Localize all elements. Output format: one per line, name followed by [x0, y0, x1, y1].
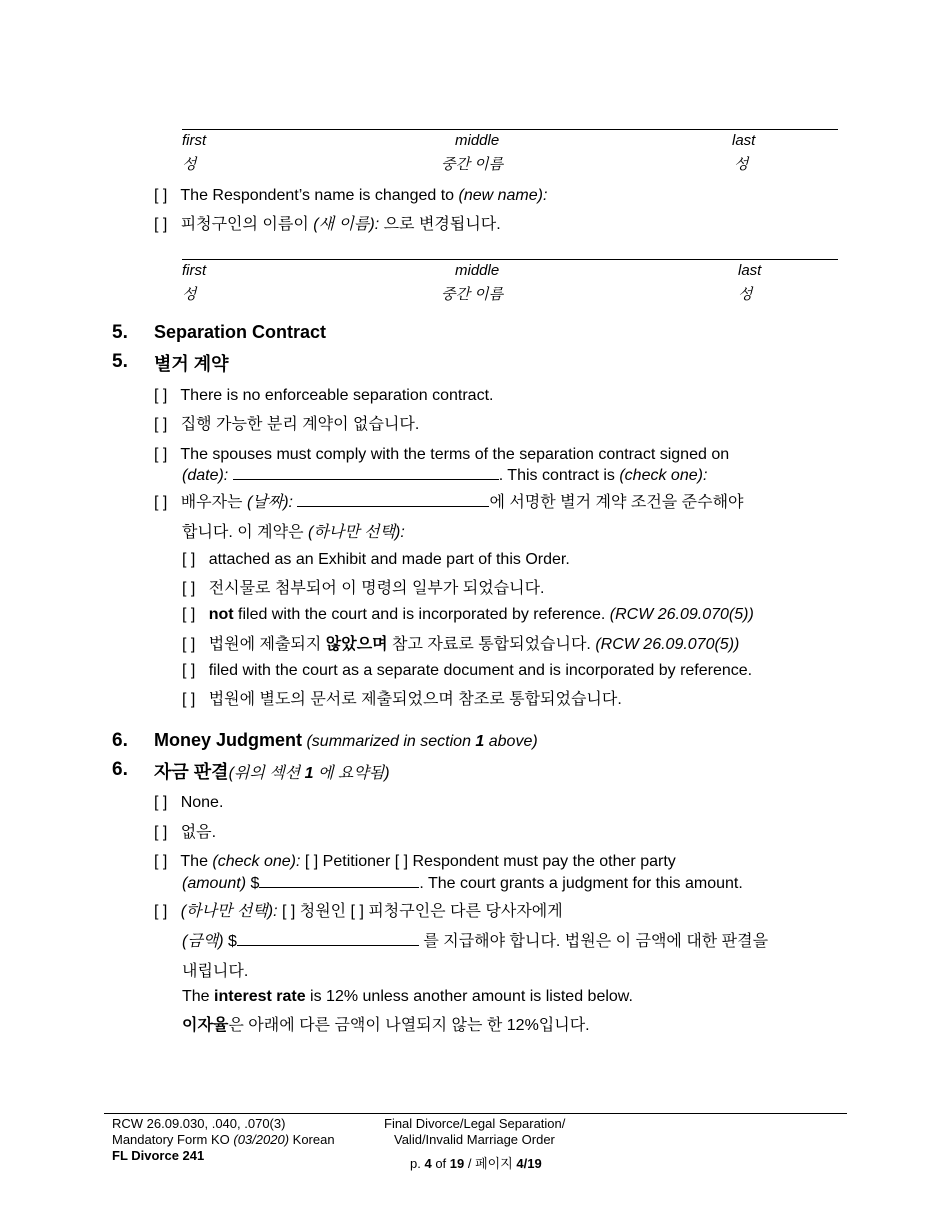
no-contract-ko-row — [154, 411, 419, 434]
pay-en-row-2 — [182, 873, 743, 893]
date-label: (date): — [182, 467, 229, 484]
section-6-note-2: above) — [484, 733, 538, 750]
pay-ko-text-3: 내립니다. — [182, 963, 249, 980]
opt-not-rcw: (RCW 26.09.070(5)) — [609, 606, 754, 623]
checkbox[interactable]: [ ] — [154, 794, 168, 811]
section-6-number-ko: 6. — [112, 759, 128, 780]
footer-page-ko: 4/19 — [516, 1156, 542, 1171]
name-change-ko-text: 피청구인의 이름이 — [180, 216, 314, 233]
date-label-ko: (날짜): — [246, 494, 293, 511]
footer-rcw: RCW 26.09.030, .040, .070(3) — [112, 1116, 286, 1131]
pay-en-text-3: . The court grants a judgment for this amount. — [419, 875, 743, 892]
footer-page-total: 19 — [449, 1156, 465, 1171]
name-change-ko-row — [154, 211, 501, 234]
amount-field-ko[interactable] — [237, 931, 419, 946]
footer-line — [104, 1113, 847, 1114]
name-first-label: first — [182, 262, 207, 279]
name-change-ko-text-2: 으로 변경됩니다. — [379, 216, 501, 233]
amount-label: (amount) — [182, 875, 247, 892]
section-5-number: 5. — [112, 322, 128, 343]
none-en: None. — [180, 794, 224, 811]
checkbox[interactable]: [ ] — [154, 416, 168, 433]
opt-not-ko-rcw: (RCW 26.09.070(5)) — [595, 636, 740, 653]
interest-ko-2: 은 아래에 다른 금액이 나열되지 않는 한 12%입니다. — [228, 1017, 590, 1034]
section-6-note-ko: (위의 섹션 — [228, 765, 305, 782]
interest-en-2: is 12% unless another amount is listed below. — [305, 988, 633, 1005]
comply-en-text-2: . This contract is — [498, 467, 620, 484]
opt-not-ko-2: 참고 자료로 통합되었습니다. — [387, 636, 596, 653]
pay-en-row — [154, 853, 676, 871]
check-one-label-ko: (하나만 선택): — [307, 524, 405, 541]
checkbox[interactable]: [ ] — [154, 824, 168, 841]
pay-ko-row — [154, 898, 563, 921]
name-middle-label-ko: 중간 이름 — [441, 156, 504, 173]
name-first-label: first — [182, 132, 207, 149]
opt-not-en: filed with the court and is incorporated by reference. — [233, 606, 610, 623]
pay-ko-row-2 — [182, 928, 768, 951]
name-middle-label: middle — [455, 132, 500, 149]
name-change-en-row — [154, 187, 547, 205]
name-first-label-ko: 성 — [182, 286, 197, 303]
checkbox[interactable]: [ ] — [154, 446, 168, 463]
checkbox[interactable]: [ ] — [182, 636, 196, 653]
section-6-title-ko: 자금 판결 — [154, 762, 229, 782]
dollar-sign-ko: $ — [223, 933, 237, 950]
opt-not-ko: 법원에 제출되지 — [208, 636, 326, 653]
footer-form-text-2: Korean — [289, 1132, 335, 1147]
none-ko: 없음. — [180, 824, 217, 841]
no-contract-ko: 집행 가능한 분리 계약이 없습니다. — [180, 416, 420, 433]
checkbox[interactable]: [ ] — [182, 606, 196, 623]
footer-page-of: of — [431, 1156, 450, 1171]
checkbox[interactable]: [ ] — [154, 387, 168, 404]
opt-not-bold: not — [208, 606, 234, 623]
amount-label-ko: (금액) — [182, 933, 224, 950]
date-field-ko[interactable] — [297, 492, 489, 507]
name-last-label: last — [732, 132, 756, 149]
checkbox[interactable]: [ ] — [182, 551, 196, 568]
comply-ko-text-2: 에 서명한 별거 계약 조건을 준수해야 — [489, 494, 744, 511]
no-contract-en-row — [154, 387, 493, 405]
name-last-label: last — [738, 262, 762, 279]
interest-en: The — [182, 988, 215, 1005]
footer-page-ko-label: / 페이지 — [464, 1156, 517, 1171]
interest-ko-bold: 이자율 — [182, 1017, 229, 1034]
footer-form-id: FL Divorce 241 — [112, 1148, 205, 1163]
opt-attached-ko: 전시물로 첨부되어 이 명령의 일부가 되었습니다. — [208, 580, 545, 597]
opt-attached-ko-row — [182, 575, 544, 598]
footer-form-text: Mandatory Form KO — [112, 1132, 234, 1147]
none-en-row — [154, 794, 223, 812]
opt-not-ko-row — [182, 631, 739, 654]
checkbox[interactable]: [ ] — [154, 187, 168, 204]
checkbox[interactable]: [ ] — [154, 216, 168, 233]
checkbox[interactable]: [ ] — [182, 662, 196, 679]
comply-ko-row — [154, 489, 744, 512]
name-line-1 — [182, 129, 838, 130]
section-6-note-ko-num: 1 — [304, 765, 314, 782]
none-ko-row — [154, 819, 216, 842]
footer-form — [112, 1132, 335, 1147]
name-line-2 — [182, 259, 838, 260]
section-5-title: Separation Contract — [154, 322, 327, 342]
section-6-number: 6. — [112, 730, 128, 751]
name-last-label-ko: 성 — [734, 156, 749, 173]
name-change-en-italic: (new name): — [458, 187, 548, 204]
opt-attached-en: attached as an Exhibit and made part of this Order. — [208, 551, 570, 568]
name-first-label-ko: 성 — [182, 156, 197, 173]
opt-not-en-row — [182, 606, 754, 624]
pay-ko-row-3 — [182, 958, 248, 981]
footer-title-2: Valid/Invalid Marriage Order — [394, 1132, 555, 1147]
footer-page-num: 4 — [424, 1156, 432, 1171]
pay-en-text: The — [180, 853, 213, 870]
check-one-label: (check one): — [619, 467, 708, 484]
interest-en-row — [182, 988, 633, 1006]
section-6-note-num: 1 — [475, 733, 485, 750]
checkbox[interactable]: [ ] — [154, 494, 168, 511]
checkbox[interactable]: [ ] — [182, 580, 196, 597]
no-contract-en: There is no enforceable separation contract. — [180, 387, 494, 404]
pay-ko-check: (하나만 선택): — [180, 903, 278, 920]
section-6-title: Money Judgment — [154, 730, 303, 750]
footer-page-p: p. — [410, 1156, 425, 1171]
comply-en-text: The spouses must comply with the terms of the separation contract signed on — [180, 446, 730, 463]
opt-not-ko-bold: 않았으며 — [325, 636, 388, 653]
opt-attached-en-row — [182, 551, 570, 569]
section-6-title-ko-row — [154, 758, 390, 784]
footer-title-1: Final Divorce/Legal Separation/ — [384, 1116, 566, 1131]
pay-en-check: (check one): — [212, 853, 301, 870]
section-6-title-row — [154, 730, 538, 751]
section-5-title-ko: 별거 계약 — [154, 354, 229, 374]
amount-field[interactable] — [259, 873, 419, 888]
checkbox[interactable]: [ ] — [154, 853, 168, 870]
opt-filed-ko-row — [182, 686, 622, 709]
section-5-number-ko: 5. — [112, 351, 128, 372]
comply-en-row — [154, 446, 729, 464]
interest-ko-row — [182, 1012, 590, 1035]
section-6-note: (summarized in section — [302, 733, 476, 750]
section-6-note-ko-2: 에 요약됨) — [313, 765, 390, 782]
pay-ko-text: [ ] 청원인 [ ] 피청구인은 다른 당사자에게 — [277, 903, 563, 920]
name-change-en-text: The Respondent’s name is changed to — [180, 187, 459, 204]
comply-ko-text-3: 합니다. 이 계약은 — [182, 524, 308, 541]
interest-en-bold: interest rate — [214, 988, 306, 1005]
pay-ko-text-2: 를 지급해야 합니다. 법원은 이 금액에 대한 판결을 — [418, 933, 769, 950]
opt-filed-en: filed with the court as a separate document and is incorporated by reference. — [208, 662, 753, 679]
pay-en-text-2: [ ] Petitioner [ ] Respondent must pay the other party — [300, 853, 676, 870]
name-last-label-ko: 성 — [738, 286, 753, 303]
opt-filed-ko: 법원에 별도의 문서로 제출되었으며 참조로 통합되었습니다. — [208, 691, 622, 708]
checkbox[interactable]: [ ] — [182, 691, 196, 708]
footer-page — [410, 1153, 542, 1172]
opt-filed-en-row — [182, 662, 752, 680]
name-middle-label: middle — [455, 262, 500, 279]
comply-en-row-2 — [182, 465, 707, 485]
checkbox[interactable]: [ ] — [154, 903, 168, 920]
comply-ko-row-2 — [182, 519, 405, 542]
name-middle-label-ko: 중간 이름 — [441, 286, 504, 303]
name-change-ko-italic: (새 이름): — [313, 216, 380, 233]
dollar-sign: $ — [246, 875, 260, 892]
footer-form-date: (03/2020) — [233, 1132, 290, 1147]
comply-ko-text: 배우자는 — [180, 494, 247, 511]
date-field[interactable] — [233, 465, 499, 480]
